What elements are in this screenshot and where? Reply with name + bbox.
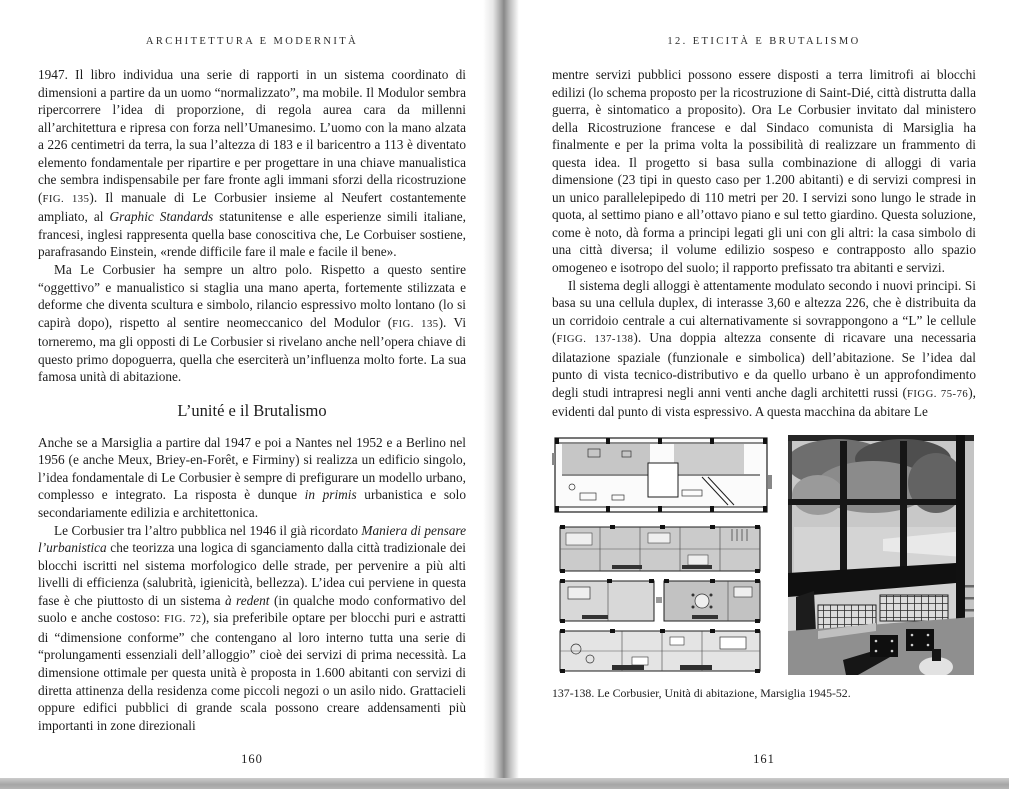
figure-138-interior-photo: [788, 435, 974, 675]
section-heading: L’unité e il Brutalismo: [177, 400, 327, 420]
scan-bottom-edge: [0, 778, 1009, 789]
left-running-header: ARCHITETTURA E MODERNITÀ: [145, 36, 359, 47]
right-text: mentre servizi pubblici possono essere disposti a terra limitrofi ai blocchi edilizi (lo schema proposto per la ricostruzione di Saint-Dié, città distrutta dalla guerra, è sintomatico a proposito). Ora Le Corbusier invitato dal ministero della Ricostruzione francese e dal Sindaco comunista di Marsiglia ha finalmente e per la prima volta la possibilità di realizzare un frammento di questa idea. Il progetto si basa sulla combinazione di alloggi di varia dimensione (23 tipi in questo caso per 1.200 abitanti) e di servizi compresi in un unico parallelepipedo di 110 metri per 20. I servizi sono lungo le strade in quota, al settimo piano e all’ottavo piano e sul tetto giardino. Questa soluzione, come è noto, dà forma a principi legati gli uni con gli altri: la casa simbolo di una città diversa; il volume edilizio sospeso e contrapposto allo spazio omogeneo e isotropo del suolo; il rapporto prefissato tra abitanti e servizi. Il sistema degli alloggi è attentamente modulato secondo i nuovi principi. Si basa su una cellula duplex, di interasse 3,60 e altezza 226, che è distribuita da un corridoio centrale a cui alternativamente si sovrappongono a “L” le cellule (FIGG. 137-138). Una doppia altezza consente di ricavare una necessaria dilatazione spaziale (funzionale e simbolica) dell’abitazione. Se l’idea dal punto di vista tecnico-distributivo e da quello urbano è un approfondimento degli studi intrapresi negli anni venti anche dagli architetti russi (FIGG. 75-76), evidenti dal punto di vista espressivo. A questa macchina da abitare Le: [552, 67, 976, 420]
right-page: [552, 36, 976, 776]
figure-137-plans-sections: [552, 435, 774, 675]
left-text-before-heading: 1947. Il libro individua una serie di rapporti in un sistema coordinato di dimensioni a partire da un uomo “normalizzato”, ma mobile. Il Modulor sembra ripercorrere l’idea di proporzione, di regola aurea cara da millenni all’architettura e ripresa con forza nell’Umanesimo. L’uomo con la mano alzata a 226 centimetri da terra, la sua l’altezza di 183 e il baricentro a 113 è diventato elemento fondamentale per ripartire e per progettare in una chiave manualistica che sembra indispensabile per fare fronte agli immani sforzi della ricostruzione (FIG. 135). Il manuale di Le Corbusier insieme al Neufert costantemente ampliato, al Graphic Standards statunitense e alle esperienze simili italiane, francesi, inglesi rappresenta quella base conoscitiva che, Le Corbuiser sostiene, parafrasando Einstein, «rende difficile fare il male e facile il bene». Ma Le Corbusier ha sempre un altro polo. Rispetto a questo sentire “oggettivo” e manualistico si staglia una mano aperta, fortemente stilizzata e deforme che diventa scultura e simbolo, rilancio espressivo molto lontano (lo si capirà dopo), rispetto al sentire neomeccanico del Modulor (FIG. 135). Vi torneremo, ma gli opposti di Le Corbusier si rivelano anche nell’opera chiave di questo primo dopoguerra, quella che eserciterà un’influenza molto forte. La sua famosa unità di abitazione.: [38, 67, 467, 385]
left-page: [38, 36, 466, 776]
figure-caption: 137-138. Le Corbusier, Unità di abitazione, Marsiglia 1945-52.: [552, 685, 851, 700]
left-text-after-heading: Anche se a Marsiglia a partire dal 1947 e poi a Nantes nel 1952 e a Berlino nel 1956 (e anche Meux, Briey-en-Forêt, e Firminy) si realizza un edificio singolo, l’idea fondamentale di Le Corbusier è sempre di prefigurare un modello urbano, complesso e integrato. La risposta è dunque in primis urbanistica e solo secondariamente edilizia e architettonica. Le Corbusier tra l’altro pubblica nel 1946 il già ricordato Maniera di pensare l’urbanistica che teorizza una logica di sganciamento dalla città tradizionale dei blocchi iscritti nel sistema morfologico delle strade, per pervenire a più alti livelli di efficienza (salubrità, igienicità, bellezza). L’idea cui perviene in questa fase è che piuttosto di un sistema à redent (in qualche modo conformativo del suolo e anche costoso: FIG. 72), sia preferibile optare per blocchi puri e astratti di “dimensione conforme” che contengano al loro interno tutta una serie di “prolungamenti essenziali dell’alloggio” cioè dei servizi di prima necessità. La dimensione ottimale per questa unità è proposta in 1.600 abitanti con servizi di diretta attinenza della residenza come piccoli negozi o un asilo nido. Grattacieli oppure edifici pubblici di grande scala possono creare addensamenti più importanti in zone direzionali: [38, 434, 467, 733]
right-page-number: 161: [753, 752, 775, 766]
right-running-header: 12. ETICITÀ E BRUTALISMO: [667, 36, 861, 47]
left-page-number: 160: [241, 752, 263, 766]
figure-row: [552, 435, 976, 675]
book-spine-gutter: [483, 0, 519, 789]
